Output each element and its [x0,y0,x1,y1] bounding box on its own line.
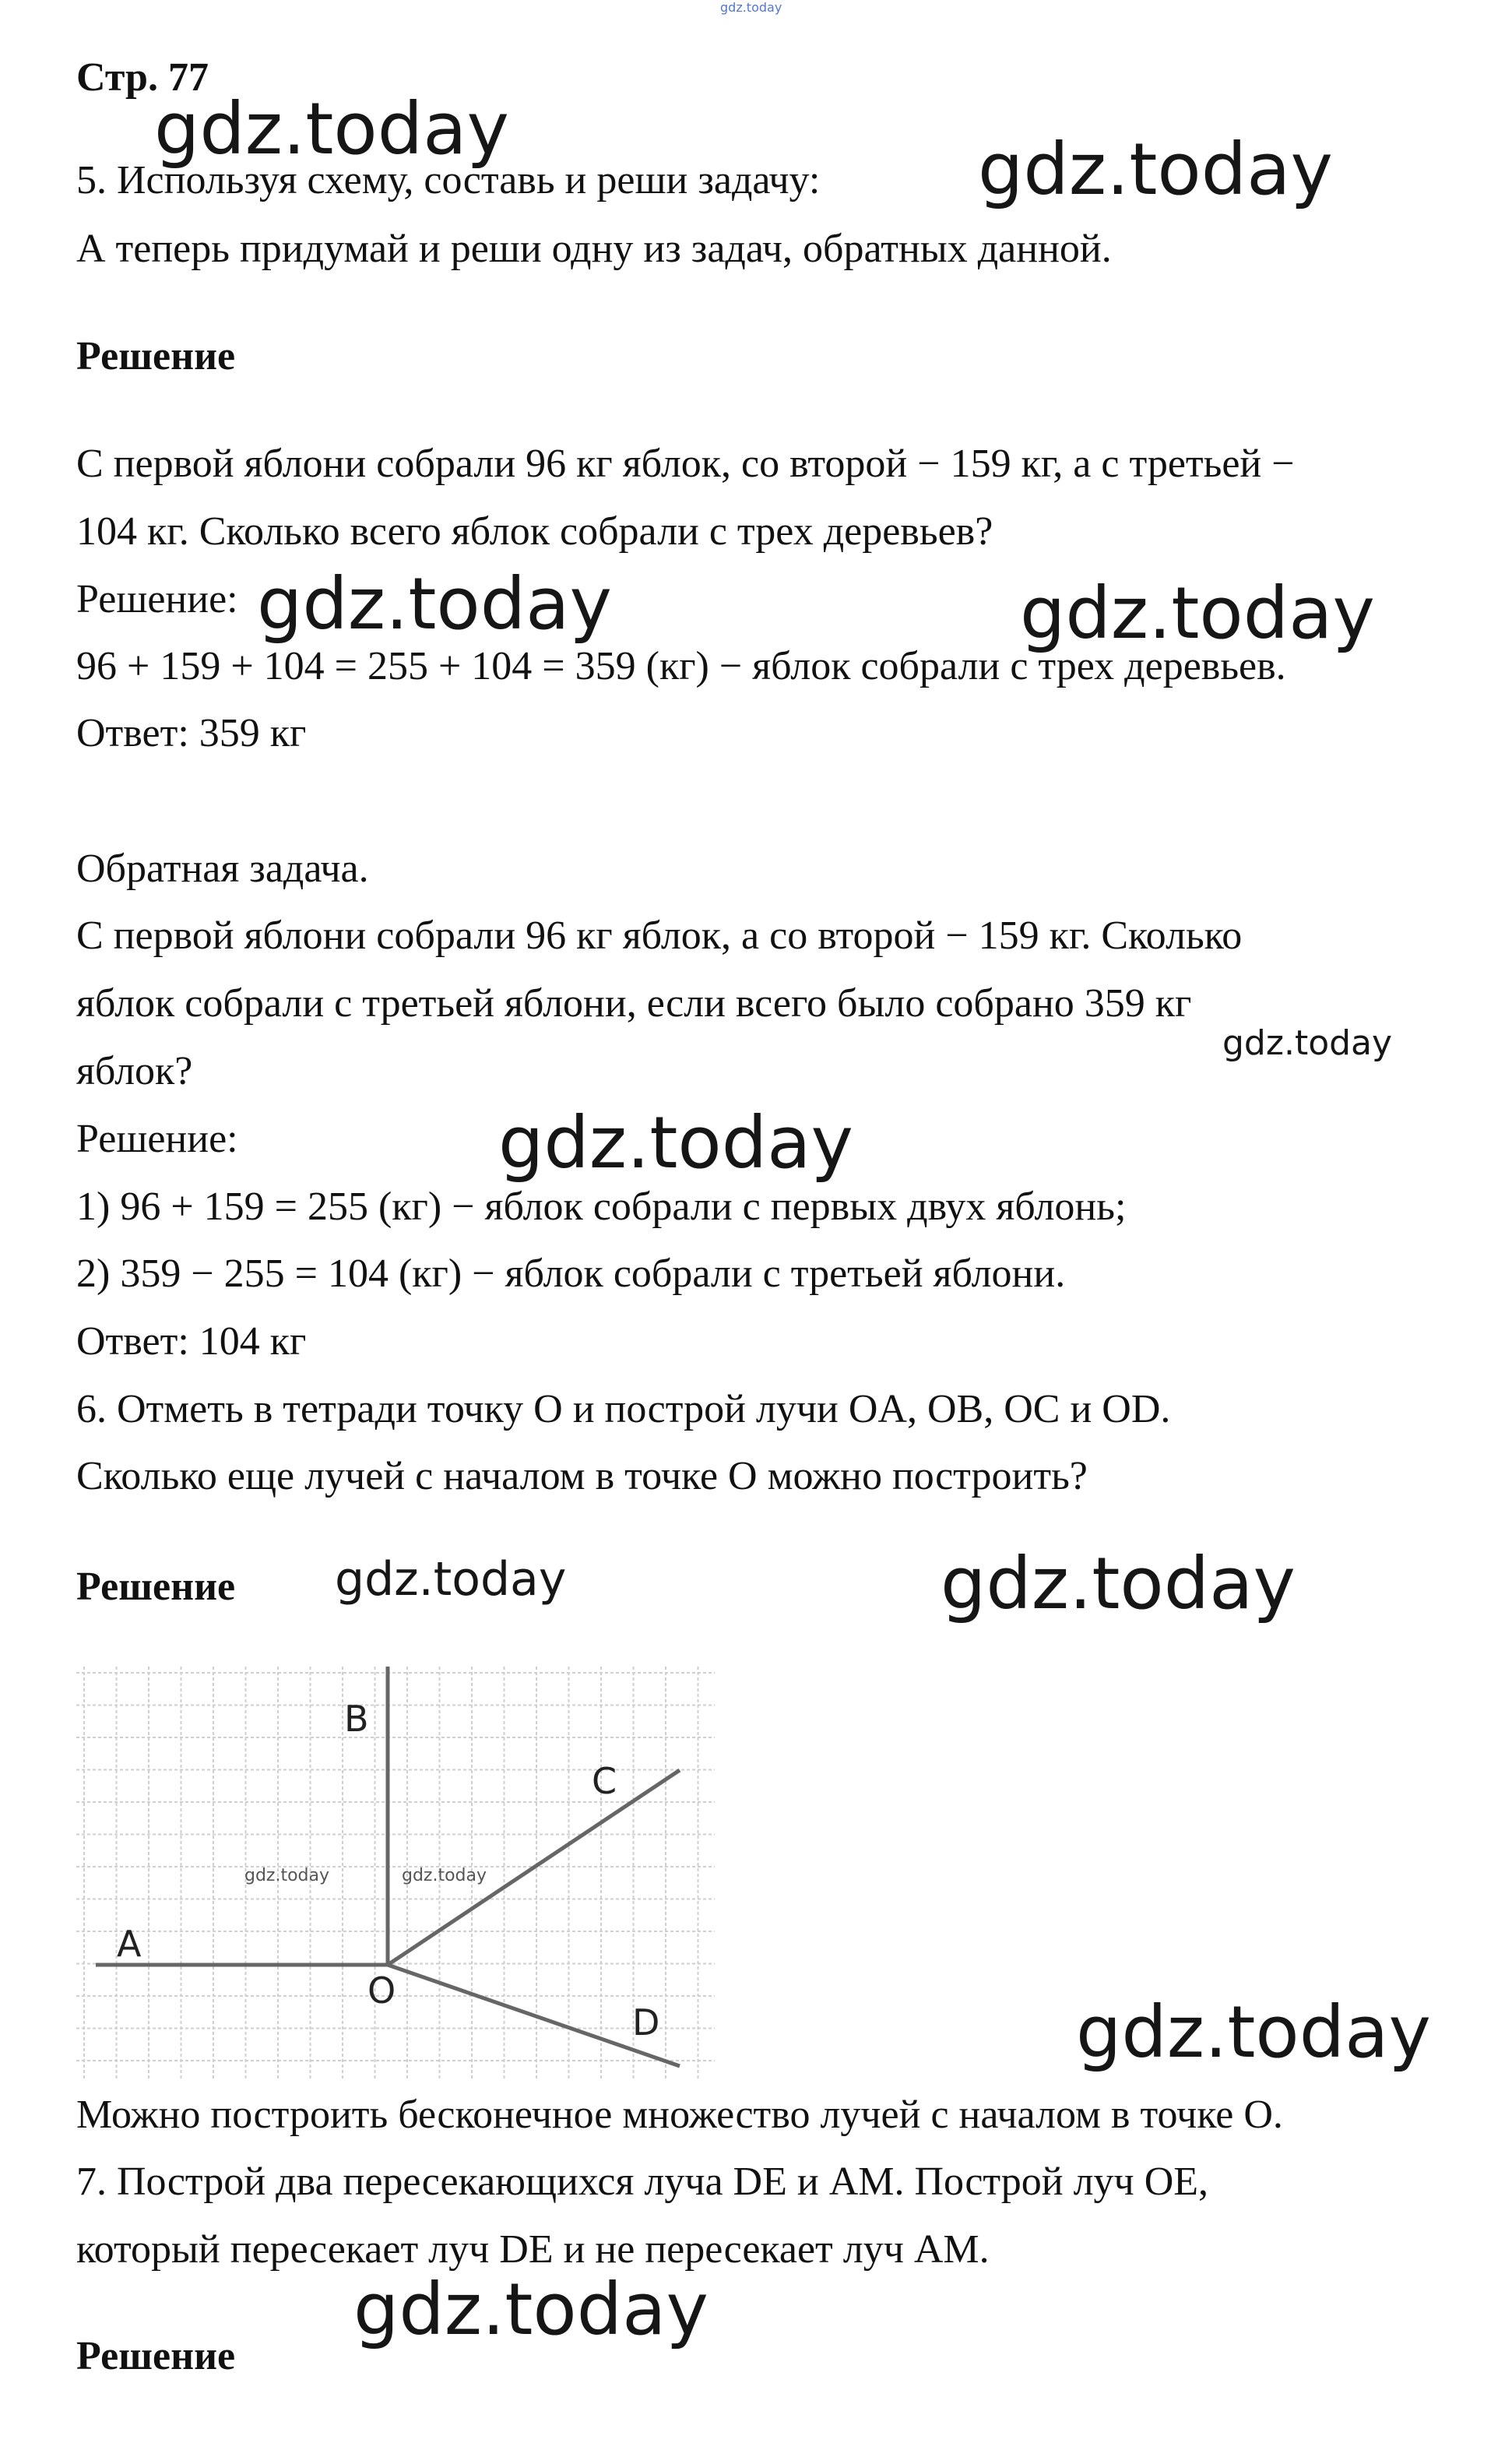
rays-figure [76,1667,715,2079]
watermark: gdz.today [1222,1023,1393,1063]
watermark: gdz.today [978,128,1333,211]
task6-prompt-line1: 6. Отметь в тетради точку О и построй лучи OA, OB, OC и OD. [76,1387,1171,1431]
figure-watermark-1: gdz.today [244,1866,330,1885]
inverse-task-title: Обратная задача. [76,847,369,891]
watermark: gdz.today [154,87,509,171]
watermark: gdz.today [353,2268,709,2351]
task5-calculation: 96 + 159 + 104 = 255 + 104 = 359 (кг) − яблок собрали с трех деревьев. [76,644,1286,688]
task6-prompt-line2: Сколько еще лучей с началом в точке О можно построить? [76,1454,1088,1498]
task5-problem-line1: С первой яблони собрали 96 кг яблок, со второй − 159 кг, а с третьей − [76,442,1295,486]
label-d: D [632,2001,660,2043]
label-o: O [367,1970,396,2012]
task7-solution-heading: Решение [76,2334,236,2378]
watermark: gdz.today [941,1542,1296,1625]
task5-prompt: 5. Используя схему, составь и реши задачу: [76,158,821,202]
task6-answer: Можно построить бесконечное множество лучей с началом в точке О. [76,2093,1283,2137]
task7-prompt-line2: который пересекает луч DE и не пересекает луч AM. [76,2227,990,2272]
watermark: gdz.today [498,1101,853,1185]
inverse-answer: Ответ: 104 кг [76,1319,307,1364]
task5-problem-line2: 104 кг. Сколько всего яблок собрали с трех деревьев? [76,509,993,554]
inverse-task-line3: яблок? [76,1049,193,1093]
inverse-task-line1: С первой яблони собрали 96 кг яблок, а со второй − 159 кг. Сколько [76,913,1243,958]
task6-solution-heading: Решение [76,1565,236,1609]
inverse-step1: 1) 96 + 159 = 255 (кг) − яблок собрали с первых двух яблонь; [76,1185,1127,1229]
watermark: gdz.today [257,562,612,646]
page-reference: Стр. 77 [76,55,209,100]
task5-solution-heading: Решение [76,334,236,378]
inverse-solution-label: Решение: [76,1117,238,1161]
header-watermark: gdz.today [720,0,782,15]
watermark: gdz.today [1020,572,1375,655]
task5-prompt-inverse: А теперь придумай и реши одну из задач, обратных данной. [76,227,1112,271]
inverse-step2: 2) 359 − 255 = 104 (кг) − яблок собрали с третьей яблони. [76,1251,1066,1296]
label-c: C [592,1760,617,1802]
task5-solution-label: Решение: [76,577,238,621]
label-b: B [344,1698,369,1740]
task5-answer: Ответ: 359 кг [76,711,307,755]
figure-watermark-2: gdz.today [402,1866,487,1885]
watermark: gdz.today [1076,1991,1431,2074]
grid [76,1667,715,2079]
watermark: gdz.today [335,1552,567,1607]
task7-prompt-line1: 7. Построй два пересекающихся луча DE и AM. Построй луч OE, [76,2160,1209,2204]
inverse-task-line2: яблок собрали с третьей яблони, если всего было собрано 359 кг [76,981,1192,1026]
label-a: A [117,1923,142,1965]
